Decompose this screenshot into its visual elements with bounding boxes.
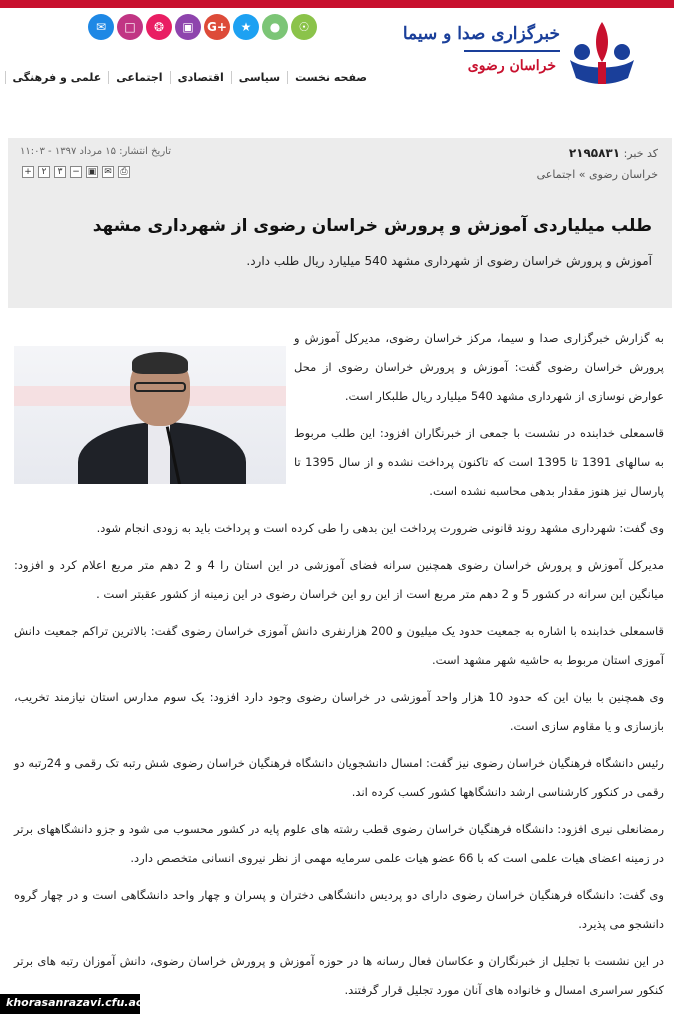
film-icon[interactable]: ❂ — [146, 14, 172, 40]
paragraph: قاسمعلی خدابنده در نشست با جمعی از خبرنگاران افزود: این طلب مربوط به سالهای 1391 تا 1395 است که تاکنون پرداخت نشده و از سال 1395 تا پارسال نیز هنوز مقدار بدهی محاسبه نشده است. — [294, 426, 664, 498]
soroush-icon[interactable]: ✉ — [88, 14, 114, 40]
article-body — [14, 324, 664, 1013]
nav-item-sports[interactable] — [0, 71, 5, 84]
android-icon[interactable]: ☉ — [291, 14, 317, 40]
nav-item-economy[interactable]: اقتصادی — [170, 71, 231, 84]
logo-divider — [464, 50, 560, 52]
paragraph: قاسمعلی خدابنده با اشاره به جمعیت حدود یک میلیون و 200 هزارنفری دانش آموزی خراسان رضوی گفت: بالاترین تراکم جمعیت دانش آموزی استان مربوط به حاشیه شهر مشهد است. — [14, 624, 664, 667]
nav-item-home[interactable]: صفحه نخست — [287, 71, 374, 84]
top-accent-strip — [0, 0, 674, 8]
article-lead: آموزش و پرورش خراسان رضوی از شهرداری مشهد 540 میلیارد ریال طلب دارد. — [246, 254, 652, 268]
news-code-label: کد خبر: — [623, 147, 658, 160]
publish-date: تاریخ انتشار: ۱۵ مرداد ۱۳۹۷ - ۱۱:۰۳ — [20, 146, 171, 157]
source-watermark: khorasanrazavi.cfu.ac.ir — [0, 994, 140, 1014]
article-header-box — [8, 138, 672, 308]
social-links — [88, 14, 317, 42]
twitter-icon[interactable]: ★ — [233, 14, 259, 40]
decrease-font-icon[interactable]: − — [70, 166, 82, 178]
google-plus-icon[interactable]: G+ — [204, 14, 230, 40]
nav-item-science-culture[interactable]: علمی و فرهنگی — [5, 71, 109, 84]
site-header — [0, 8, 674, 100]
paragraph: در این نشست با تجلیل از خبرنگاران و عکاسان فعال رسانه ها در حوزه آموزش و پرورش خراسان رضوی، دانش آموزان رتبه های برتر کنکور سراسری امسال و خانواده های آنان مورد تجلیل قرار گرفتند. — [14, 954, 664, 997]
save-icon[interactable]: ▣ — [87, 167, 97, 177]
breadcrumb[interactable]: خراسان رضوی » اجتماعی — [536, 168, 658, 181]
paragraph: وی گفت: شهرداری مشهد روند قانونی ضرورت پرداخت این بدهی را طی کرده است و پرداخت باید به زودی انجام شود. — [96, 521, 664, 535]
email-icon[interactable]: ✉ — [102, 166, 114, 178]
main-nav — [0, 66, 374, 88]
article-tools — [22, 166, 130, 178]
paragraph: وی همچنین با بیان این که حدود 10 هزار واحد آموزشی در خراسان رضوی وجود دارد افزود: یک سوم مدارس استان نیازمند تخریب، بازسازی و یا مقاوم سازی است. — [14, 690, 664, 733]
nav-item-politics[interactable]: سیاسی — [231, 71, 287, 84]
instagram-icon[interactable]: □ — [117, 14, 143, 40]
logo-title: خبرگزاری صدا و سیما — [402, 24, 560, 44]
font-2-icon[interactable]: ۲ — [38, 166, 50, 178]
aparat-icon[interactable]: ▣ — [175, 14, 201, 40]
paragraph: رمضانعلی نیری افزود: دانشگاه فرهنگیان خراسان رضوی قطب رشته های علوم پایه در کشور محسوب می شود و جزو دانشگاههای برتر در زمینه اعضای هیات علمی است که با 66 عضو هیات علمی سرمایه مهمی از نظر نیروی انسانی متخصص دارد. — [14, 822, 664, 865]
news-code — [569, 146, 658, 160]
apple-icon[interactable]: ● — [262, 14, 288, 40]
paragraph: مدیرکل آموزش و پرورش خراسان رضوی همچنین سرانه فضای آموزشی در این استان را 4 و 2 دهم متر مربع اعلام کرد و افزود: میانگین این سرانه در کشور 5 و 2 دهم متر مربع است از این رو این خراسان رضوی در این زمینه از کشور عقبتر است . — [14, 558, 664, 601]
font-3-icon[interactable]: ۳ — [54, 166, 66, 178]
nav-item-social[interactable]: اجتماعی — [108, 71, 169, 84]
print-icon[interactable]: ⎙ — [118, 166, 130, 178]
site-logo[interactable] — [402, 16, 640, 96]
logo-subtitle: خراسان رضوی — [467, 58, 556, 74]
increase-font-icon[interactable]: + — [22, 166, 34, 178]
article-photo — [14, 346, 286, 484]
paragraph: رئیس دانشگاه فرهنگیان خراسان رضوی نیز گفت: امسال دانشجویان دانشگاه فرهنگیان خراسان رضوی شش رتبه تک رقمی و 24رتبه دو رقمی در کنکور کارشناسی ارشد دانشگاهها کشور کسب کرده اند. — [14, 756, 664, 799]
paragraph: وی گفت: دانشگاه فرهنگیان خراسان رضوی دارای دو پردیس دانشگاهی دختران و پسران و چهار واحد دانشگاهی است و در چهار گروه دانشجو می پذیرد. — [14, 888, 664, 931]
logo-emblem-icon — [564, 20, 640, 90]
paragraph: به گزارش خبرگزاری صدا و سیما، مرکز خراسان رضوی، مدیرکل آموزش و پرورش خراسان رضوی گفت: آموزش و پرورش خراسان رضوی از محل عوارض نوسازی از شهرداری مشهد 540 میلیارد ریال طلبکار است. — [14, 324, 664, 411]
news-code-value: ۲۱۹۵۸۳۱ — [568, 146, 621, 160]
article-title: طلب میلیاردی آموزش و پرورش خراسان رضوی از شهرداری مشهد — [92, 216, 652, 236]
